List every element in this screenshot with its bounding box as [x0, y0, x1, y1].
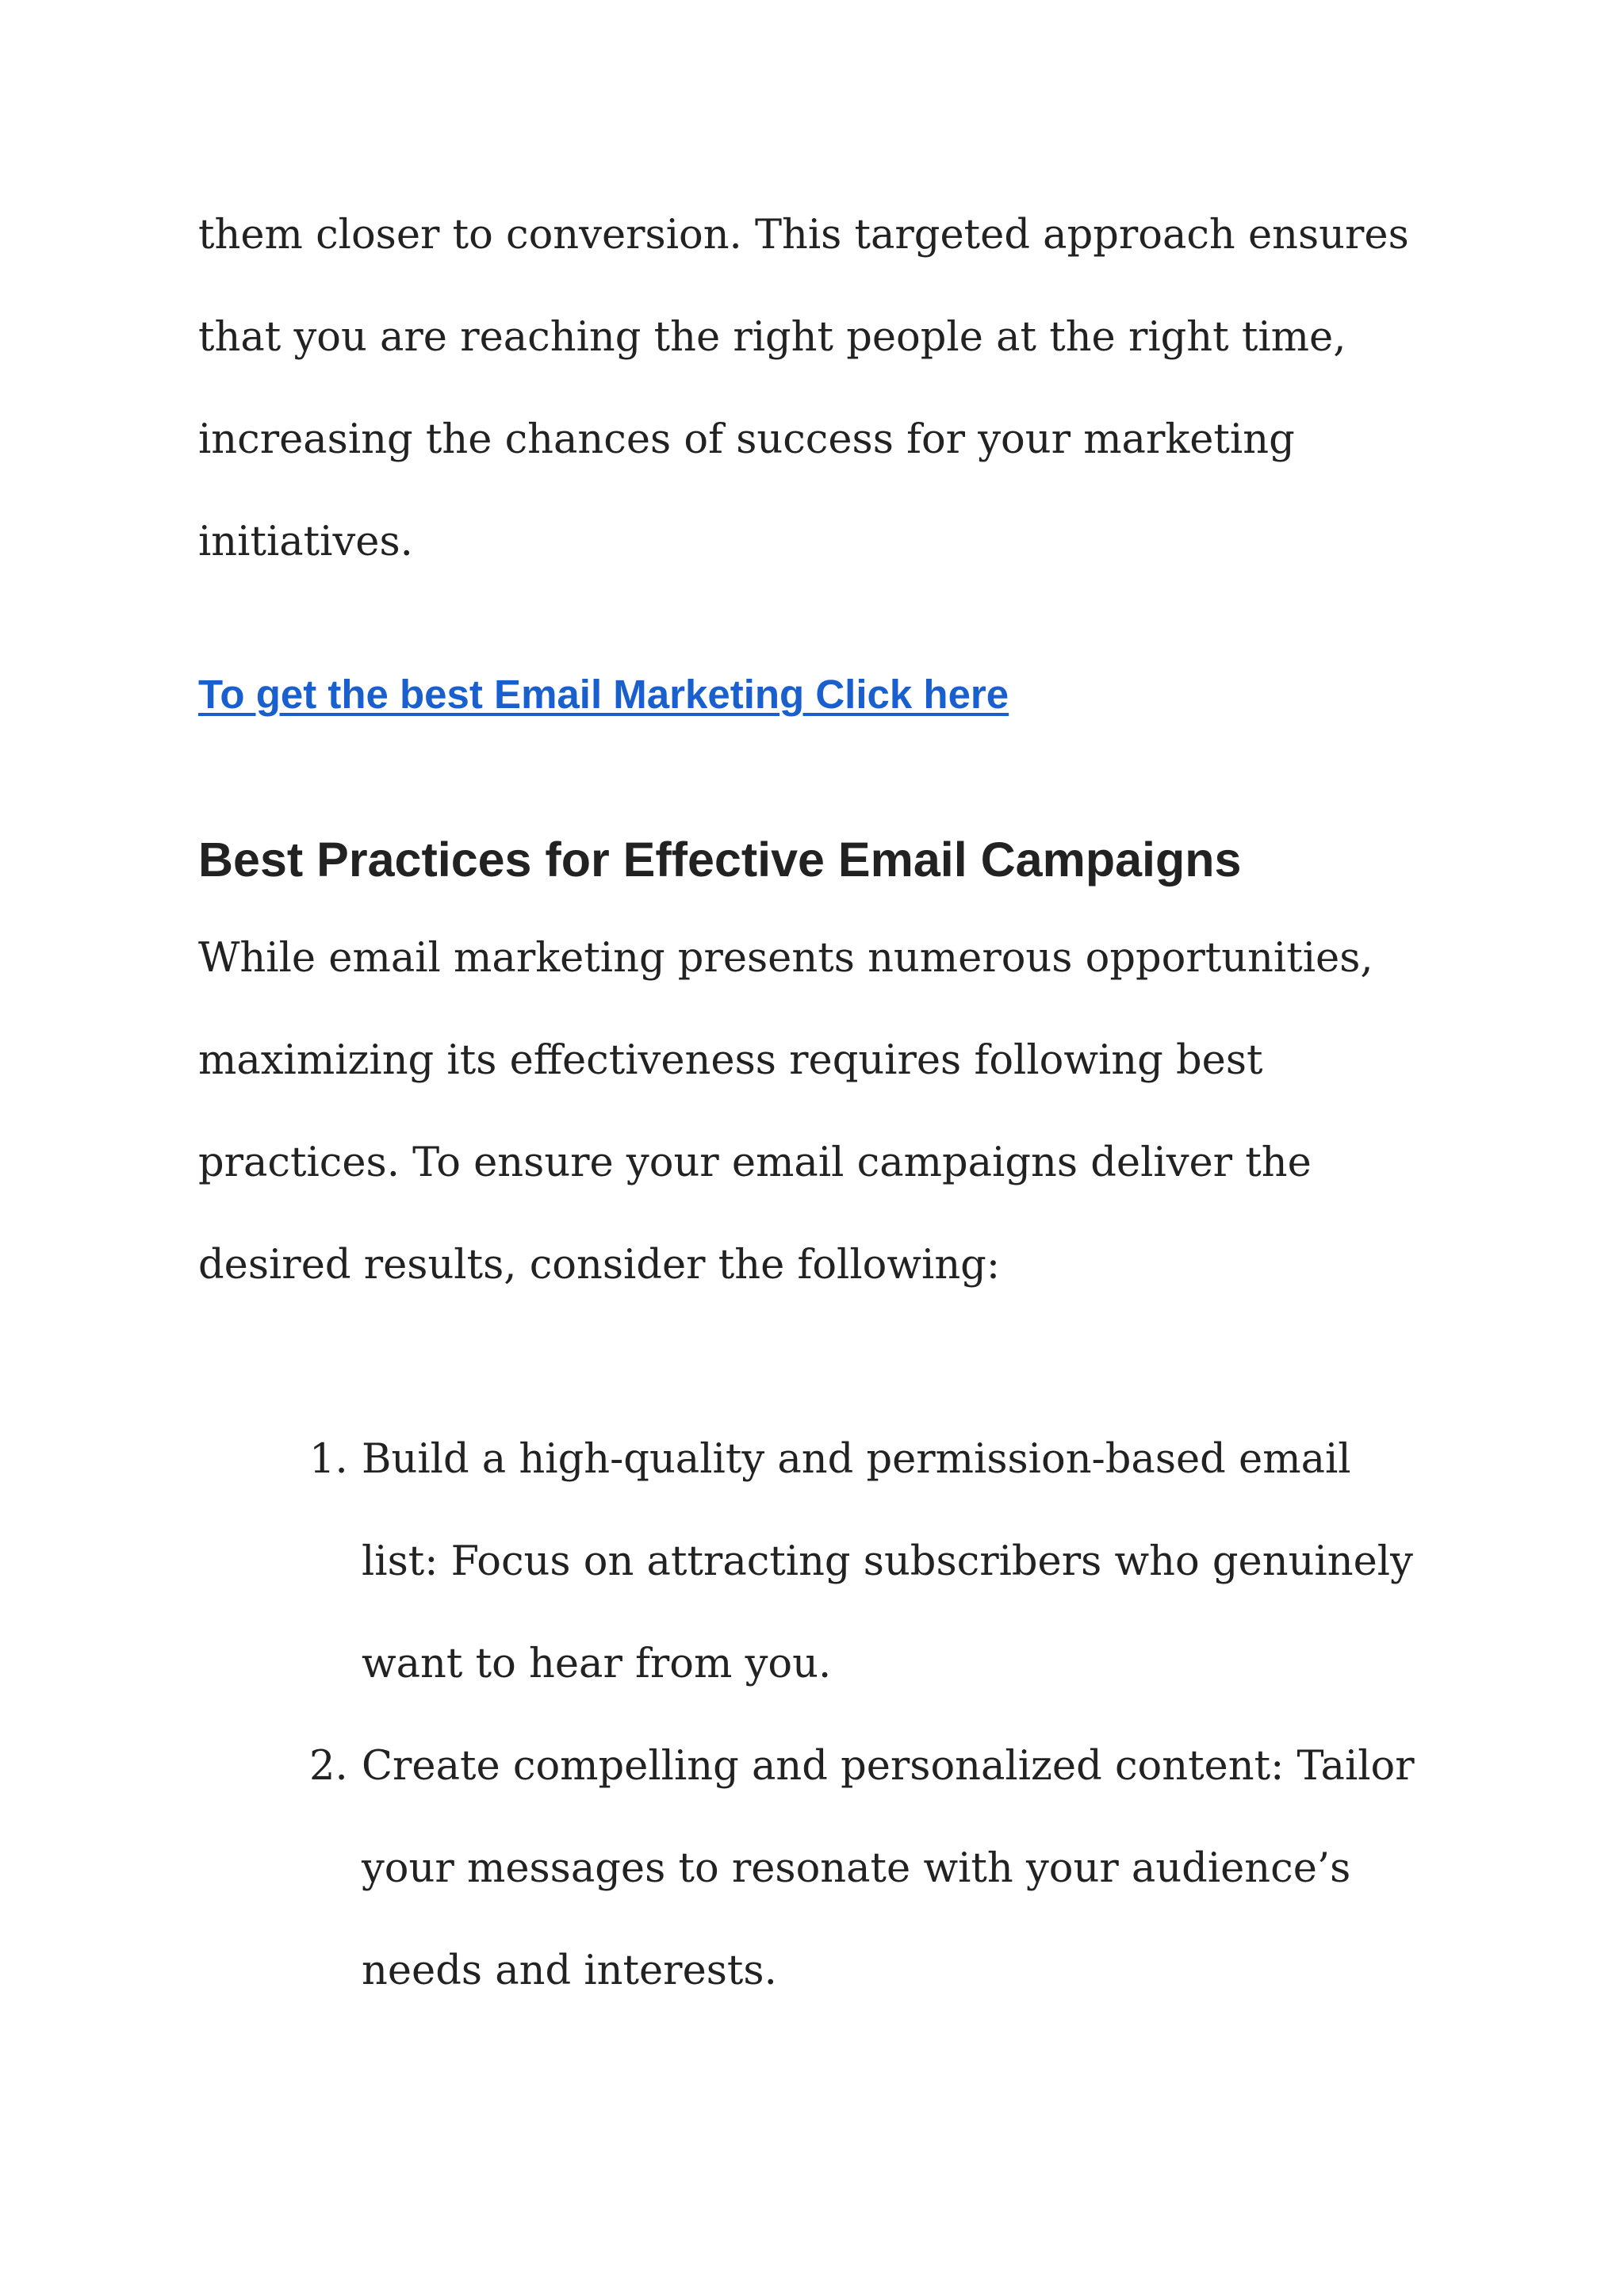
- list-item-number: 1.: [309, 1436, 348, 1483]
- list-item-text: Create compelling and personalized content: Tailor your messages to resonate with your audience’s needs and interests.: [362, 1743, 1415, 1994]
- section-paragraph: While email marketing presents numerous opportunities, maximizing its effectiveness requires following best practices. To ensure your email campaigns deliver the desired results, consider the following:: [198, 935, 1373, 1289]
- page-content: [198, 184, 1435, 2022]
- list-item-text: Build a high-quality and permission-based email list: Focus on attracting subscribers who genuinely want to hear from you.: [362, 1436, 1413, 1687]
- list-item: [198, 1408, 1435, 1715]
- section-heading: Best Practices for Effective Email Campaigns: [198, 833, 1242, 887]
- list-item-number: 2.: [309, 1743, 348, 1790]
- cta-link-container: [198, 671, 1435, 718]
- intro-paragraph: them closer to conversion. This targeted approach ensures that you are reaching the right people at the right time, increasing the chances of success for your marketing initiatives.: [198, 212, 1409, 565]
- list-item: [198, 1715, 1435, 2022]
- email-marketing-link[interactable]: To get the best Email Marketing Click here: [198, 672, 1009, 717]
- best-practices-list: [198, 1408, 1435, 2022]
